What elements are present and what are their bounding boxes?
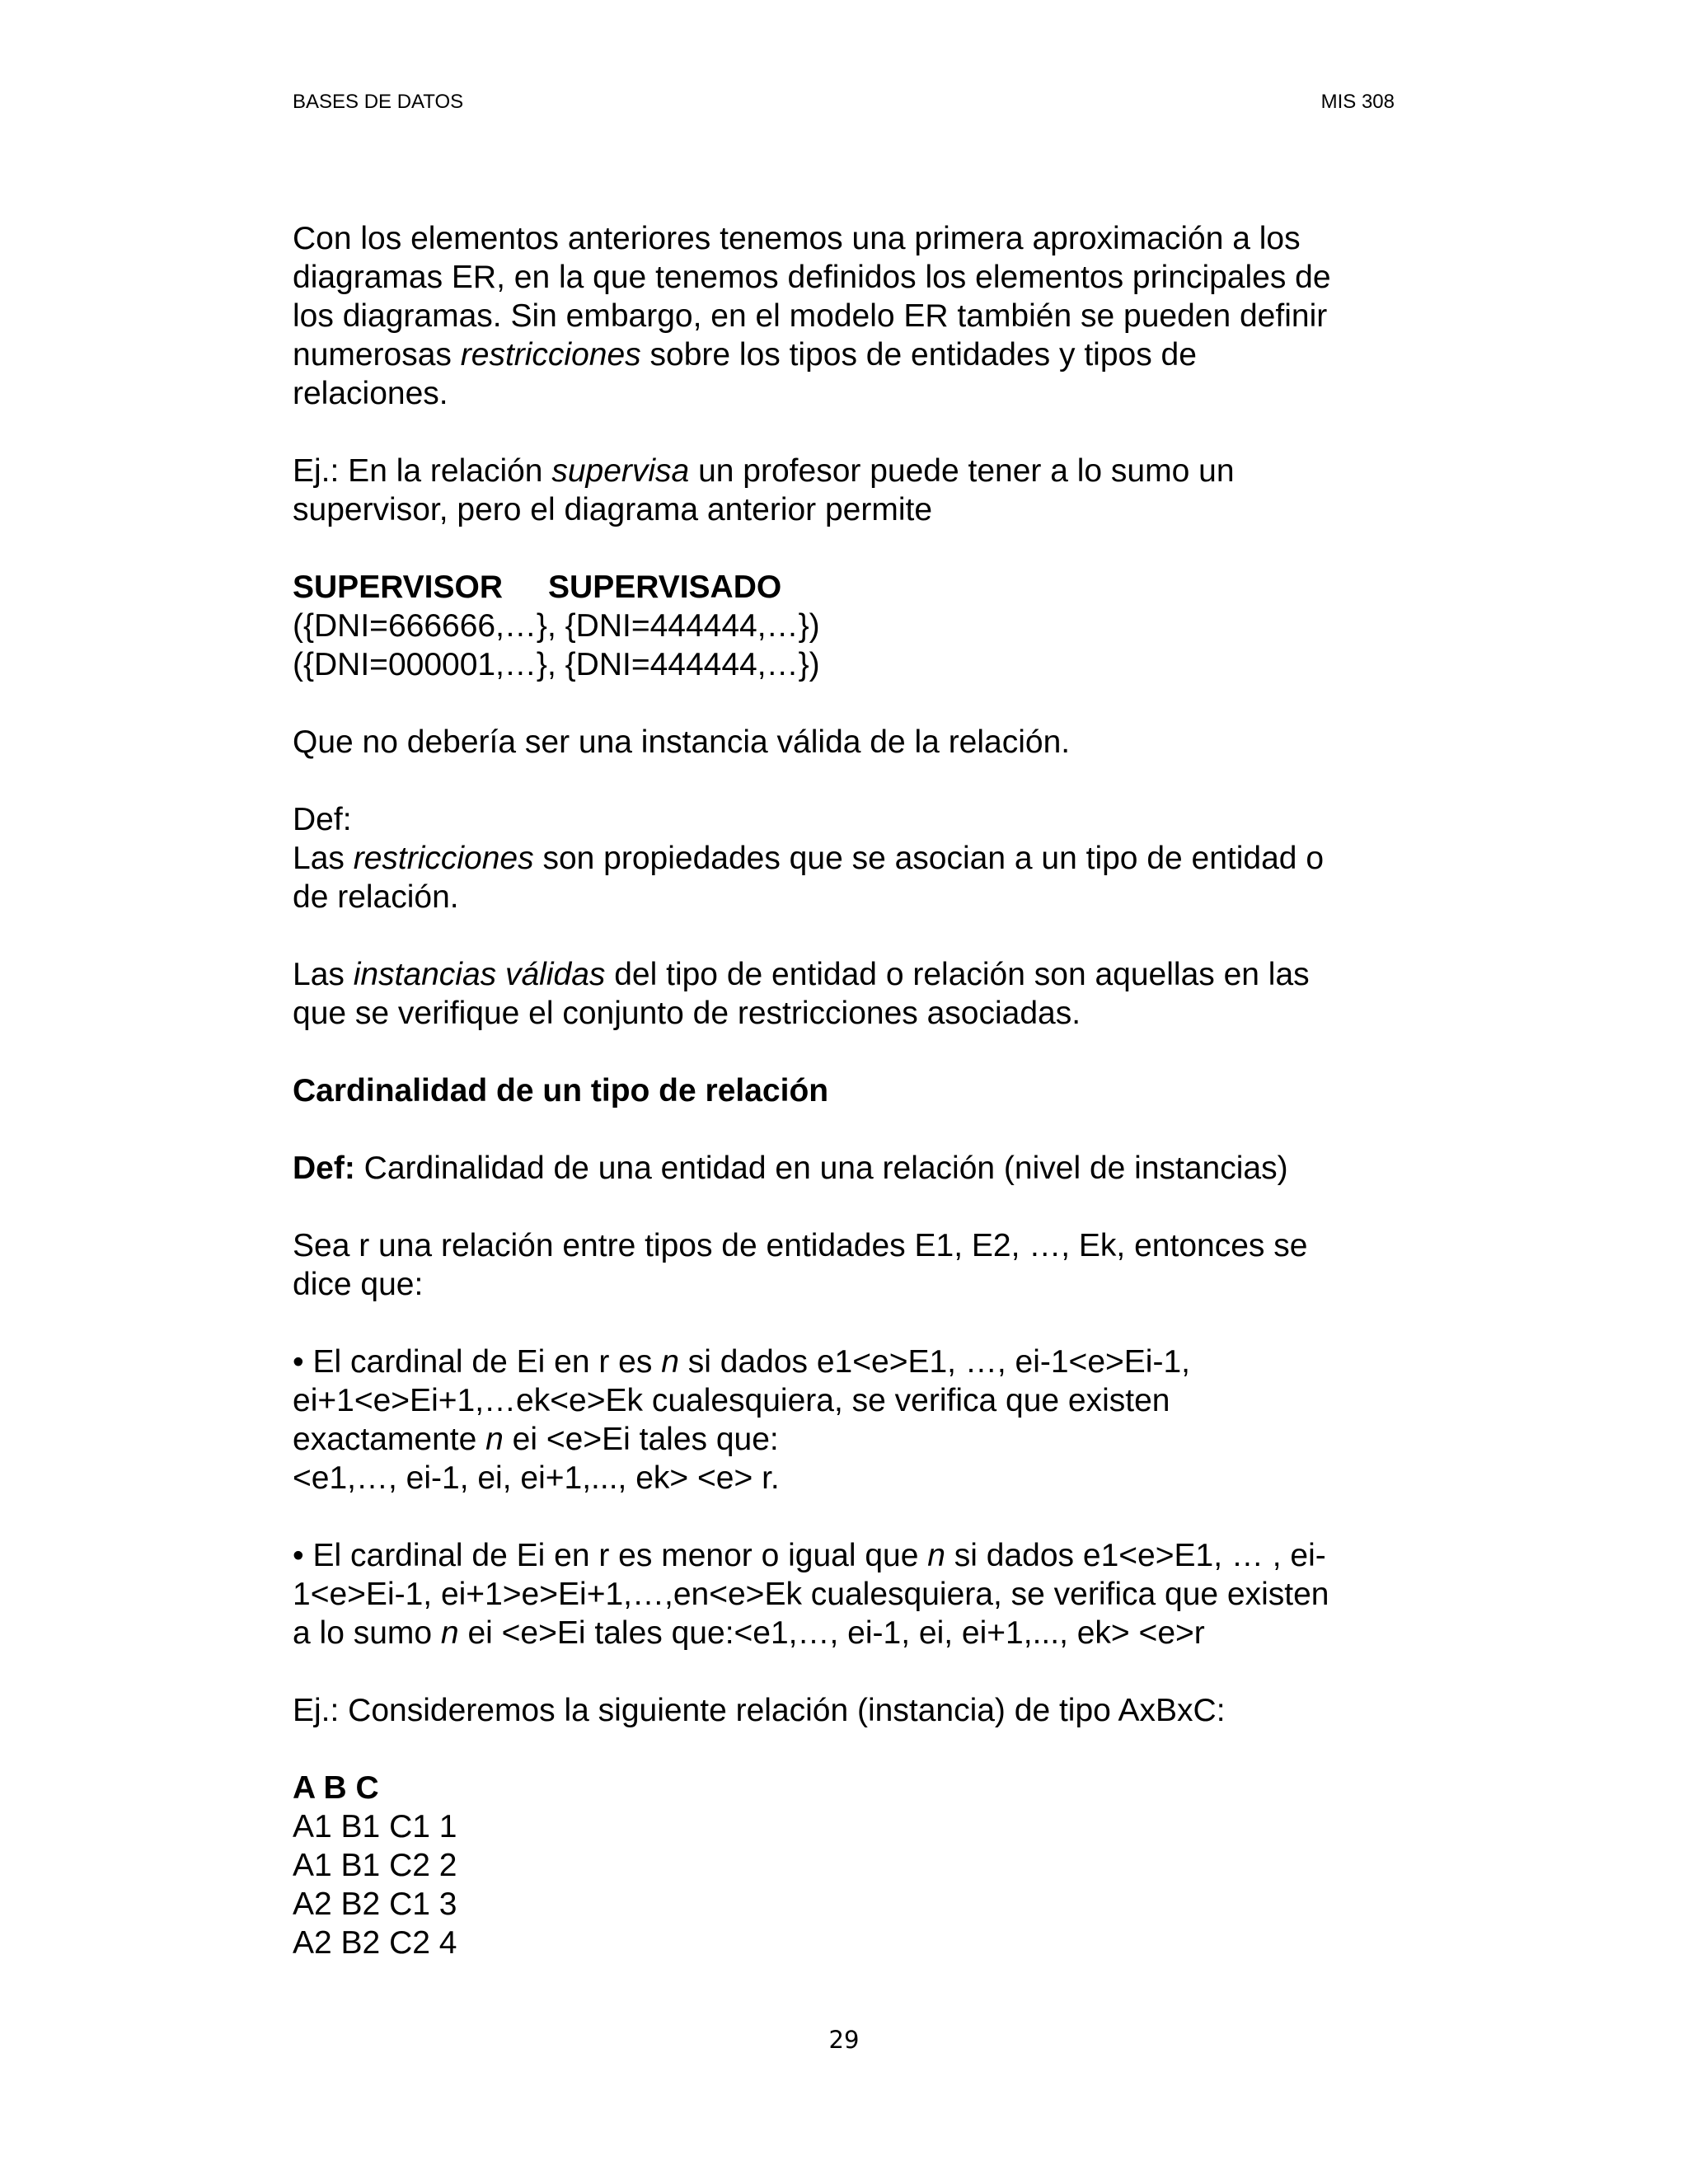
table-row: A2 B2 C1 3 — [293, 1886, 457, 1922]
text-line: supervisor, pero el diagrama anterior permite — [293, 492, 933, 527]
column-header-supervisado: SUPERVISADO — [548, 569, 782, 605]
text-run: • El cardinal de Ei en r es menor o igual que — [293, 1538, 928, 1573]
text-line — [293, 955, 1397, 994]
table-row: A1 B1 C1 1 — [293, 1809, 457, 1844]
text-line: Con los elementos anteriores tenemos una primera aproximación a los — [293, 221, 1301, 256]
definition-label: Def: — [293, 802, 352, 837]
text-line: relaciones. — [293, 376, 448, 411]
section-heading: Cardinalidad de un tipo de relación — [293, 1073, 829, 1108]
page-body — [293, 219, 1397, 1962]
page-number: 29 — [828, 2026, 860, 2054]
text-run: numerosas — [293, 337, 461, 373]
text-run: • El cardinal de Ei en r es — [293, 1344, 662, 1380]
text-line: <e1,…, ei-1, ei, ei+1,..., ek> <e> r. — [293, 1460, 780, 1496]
emphasis-n: n — [661, 1344, 679, 1380]
text-line — [293, 839, 1397, 878]
text-line — [293, 335, 1397, 374]
text-run: del tipo de entidad o relación son aquellas en las — [605, 957, 1310, 992]
text-run: ei <e>Ei tales que: — [503, 1422, 779, 1457]
emphasis-n: n — [440, 1615, 459, 1651]
emphasis-instancias-validas: instancias válidas — [353, 957, 606, 992]
text-run: a lo sumo — [293, 1615, 441, 1651]
emphasis-restricciones: restricciones — [460, 337, 641, 373]
column-header-supervisor: SUPERVISOR — [293, 569, 504, 605]
paragraph-intro — [293, 219, 1397, 413]
emphasis-n: n — [485, 1422, 504, 1457]
running-header-course: MIS 308 — [1320, 91, 1395, 113]
paragraph-invalid-instance: Que no debería ser una instancia válida de la relación. — [293, 724, 1071, 760]
table-row: ({DNI=666666,…}, {DNI=444444,…}) — [293, 608, 820, 644]
text-run: son propiedades que se asocian a un tipo de entidad o — [533, 841, 1325, 876]
text-run: un profesor puede tener a lo sumo un — [689, 453, 1235, 489]
emphasis-supervisa: supervisa — [551, 453, 690, 489]
paragraph-example-abc: Ej.: Consideremos la siguiente relación (instancia) de tipo AxBxC: — [293, 1693, 1226, 1728]
definition-text: Cardinalidad de una entidad en una relación (nivel de instancias) — [354, 1151, 1288, 1186]
paragraph-relation-setup — [293, 1226, 1397, 1304]
text-run: Ej.: En la relación — [293, 453, 552, 489]
text-line: que se verifique el conjunto de restricciones asociadas. — [293, 996, 1081, 1031]
abc-instance-table — [293, 1769, 1397, 1962]
paragraph-instancias-validas — [293, 955, 1397, 1033]
table-header: A B C — [293, 1770, 379, 1806]
table-row: A2 B2 C2 4 — [293, 1925, 457, 1961]
running-header-title: BASES DE DATOS — [293, 91, 464, 113]
text-run: si dados e1<e>E1, …, ei-1<e>Ei-1, — [678, 1344, 1190, 1380]
paragraph-example-supervisa — [293, 452, 1397, 529]
text-line — [293, 1343, 1397, 1381]
bullet-cardinal-at-most — [293, 1536, 1397, 1652]
table-row: ({DNI=000001,…}, {DNI=444444,…}) — [293, 647, 820, 682]
emphasis-restricciones: restricciones — [353, 841, 534, 876]
table-header — [293, 568, 1397, 607]
text-run: sobre los tipos de entidades y tipos de — [640, 337, 1197, 373]
text-run: si dados e1<e>E1, … , ei- — [945, 1538, 1326, 1573]
text-line — [293, 1536, 1397, 1575]
definition-cardinalidad — [293, 1149, 1397, 1188]
table-row: A1 B1 C2 2 — [293, 1848, 457, 1883]
text-run: exactamente — [293, 1422, 486, 1457]
text-line: diagramas ER, en la que tenemos definidos los elementos principales de — [293, 260, 1331, 295]
definition-restricciones — [293, 800, 1397, 916]
supervisor-instance-table — [293, 568, 1397, 684]
text-run: ei <e>Ei tales que:<e1,…, ei-1, ei, ei+1,..., ek> <e>r — [458, 1615, 1205, 1651]
text-run: Las — [293, 841, 354, 876]
definition-label: Def: — [293, 1151, 355, 1186]
text-line: 1<e>Ei-1, ei+1>e>Ei+1,…,en<e>Ek cualesquiera, se verifica que existen — [293, 1577, 1329, 1612]
text-line: dice que: — [293, 1267, 424, 1302]
text-line — [293, 1420, 1397, 1459]
emphasis-n: n — [927, 1538, 945, 1573]
text-line: de relación. — [293, 879, 459, 915]
text-line: los diagramas. Sin embargo, en el modelo ER también se pueden definir — [293, 298, 1328, 334]
text-line — [293, 1614, 1397, 1652]
text-line — [293, 452, 1397, 490]
text-line: ei+1<e>Ei+1,…ek<e>Ek cualesquiera, se verifica que existen — [293, 1383, 1170, 1418]
bullet-cardinal-exact — [293, 1343, 1397, 1497]
text-run: Las — [293, 957, 354, 992]
text-line: Sea r una relación entre tipos de entidades E1, E2, …, Ek, entonces se — [293, 1228, 1308, 1263]
